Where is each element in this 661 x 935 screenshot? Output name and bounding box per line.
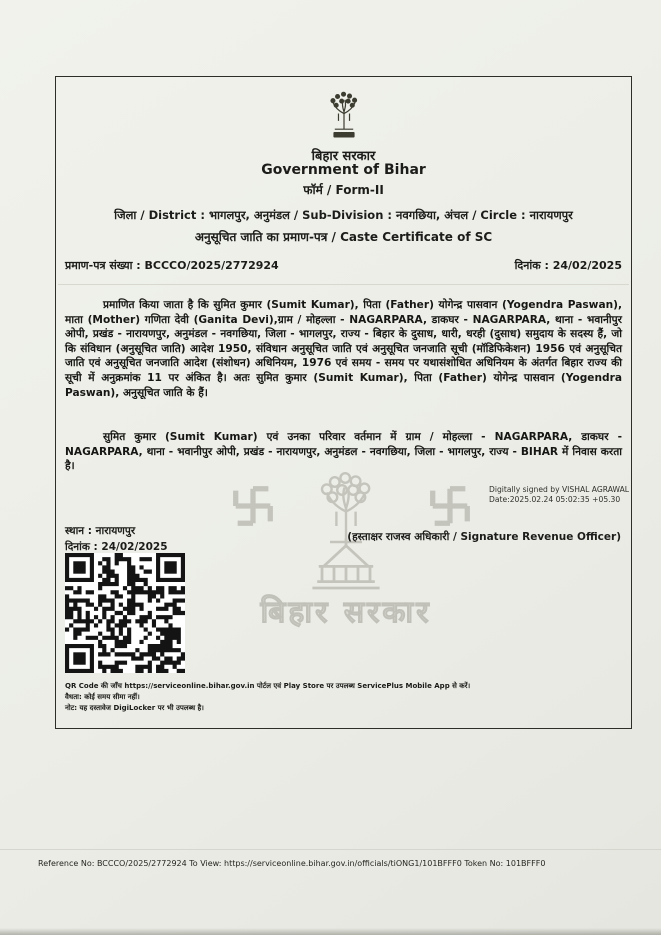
swastika-right-icon [426, 482, 474, 530]
qr-code-image [65, 553, 185, 673]
digital-signature-line1: Digitally signed by VISHAL AGRAWAL [489, 485, 629, 494]
certificate-border-frame [55, 76, 632, 729]
watermark-text: बिहार सरकार [260, 595, 432, 630]
certificate-paragraph-2: सुमित कुमार (Sumit Kumar) एवं उनका परिवार वर्तमान में ग्राम / मोहल्ला - NAGARPARA, डाकघर - NAGARPARA, थाना - भवानीपुर ओपी, प्रखंड - नारायणपुर, अनुमंडल - नवगछिया, जिला - भागलपुर, राज्य - BIHAR में निवास करता है। [65, 431, 622, 473]
qr-note-line: QR Code की जाँच https://serviceonline.bihar.gov.in पोर्टल एवं Play Store पर उपलब्ध ServicePlus Mobile App से करें। [65, 682, 471, 690]
footer-reference: Reference No: BCCCO/2025/2772924 To View: https://serviceonline.bihar.gov.in/officials/tiONG1/101BFFF0 Token No: 101BFFF0 [38, 859, 546, 868]
notes-block [65, 681, 470, 714]
district-line: जिला / District : भागलपुर, अनुमंडल / Sub-Division : नवगछिया, अंचल / Circle : नारायणपुर [114, 208, 573, 222]
digilocker-note-line: नोट: यह दस्तावेज DigiLocker पर भी उपलब्ध है। [65, 704, 204, 712]
bihar-sarkar-watermark [206, 462, 486, 647]
govt-title-hindi: बिहार सरकार [311, 149, 376, 164]
place-date-block [65, 523, 168, 555]
govt-title-english: Government of Bihar [261, 162, 426, 178]
certificate-number: प्रमाण-पत्र संख्या : BCCCO/2025/2772924 [65, 259, 279, 272]
bihar-emblem-icon [321, 85, 367, 143]
meta-row [65, 258, 622, 273]
validity-line: वैधता: कोई समय सीमा नहीं। [65, 693, 140, 701]
digital-signature-block [489, 485, 629, 505]
date-line: दिनांक : 24/02/2025 [65, 541, 168, 553]
footer-divider [0, 849, 661, 850]
digital-signature-line2: Date:2025.02.24 05:02:35 +05.30 [489, 494, 621, 504]
swastika-left-icon [229, 482, 277, 530]
temple-icon [296, 536, 396, 592]
form-title: फॉर्म / Form-II [303, 183, 384, 197]
certificate-paragraph-1: प्रमाणित किया जाता है कि सुमित कुमार (Sumit Kumar), पिता (Father) योगेन्द्र पासवान (Yogendra Paswan), माता (Mother) गणिता देवी (Ganita Devi),ग्राम / मोहल्ला - NAGARPARA, डाकघर - NAGARPARA, थाना - भवानीपुर ओपी, प्रखंड - नारायणपुर, अनुमंडल - नवगछिया, जिला - भागलपुर, राज्य - बिहार के दुसाध, धारी, धरही (दुसाध) समुदाय के सदस्य हैं, जो कि संविधान (अनुसूचित जाति) आदेश 1950, संविधान अनुसूचित जाति एवं अनुसूचित जनजाति सूची (मॉडिफिकेशन) 1956 एवं अनुसूचित जाति एवं अनुसूचित जनजाति आदेश (संशोधन) अधिनियम, 1976 एवं समय - समय पर यथासंशोधित अधिनियम के अंतर्गत बिहार राज्य की सूची में अनुक्रमांक 11 पर अंकित है। अतः सुमित कुमार (Sumit Kumar), पिता (Father) योगेन्द्र पासवान (Yogendra Paswan), अनुसूचित जाति के हैं। [65, 299, 622, 399]
signature-officer-line: (हस्ताक्षर राजस्व अधिकारी / Signature Revenue Officer) [347, 531, 621, 543]
certificate-title: अनुसूचित जाति का प्रमाण-पत्र / Caste Certificate of SC [194, 230, 493, 244]
place-line: स्थान : नारायणपुर [65, 525, 136, 537]
qr-code [65, 553, 185, 673]
meta-divider [58, 284, 629, 285]
scan-edge-shadow [0, 928, 661, 935]
certificate-date: दिनांक : 24/02/2025 [514, 259, 622, 272]
